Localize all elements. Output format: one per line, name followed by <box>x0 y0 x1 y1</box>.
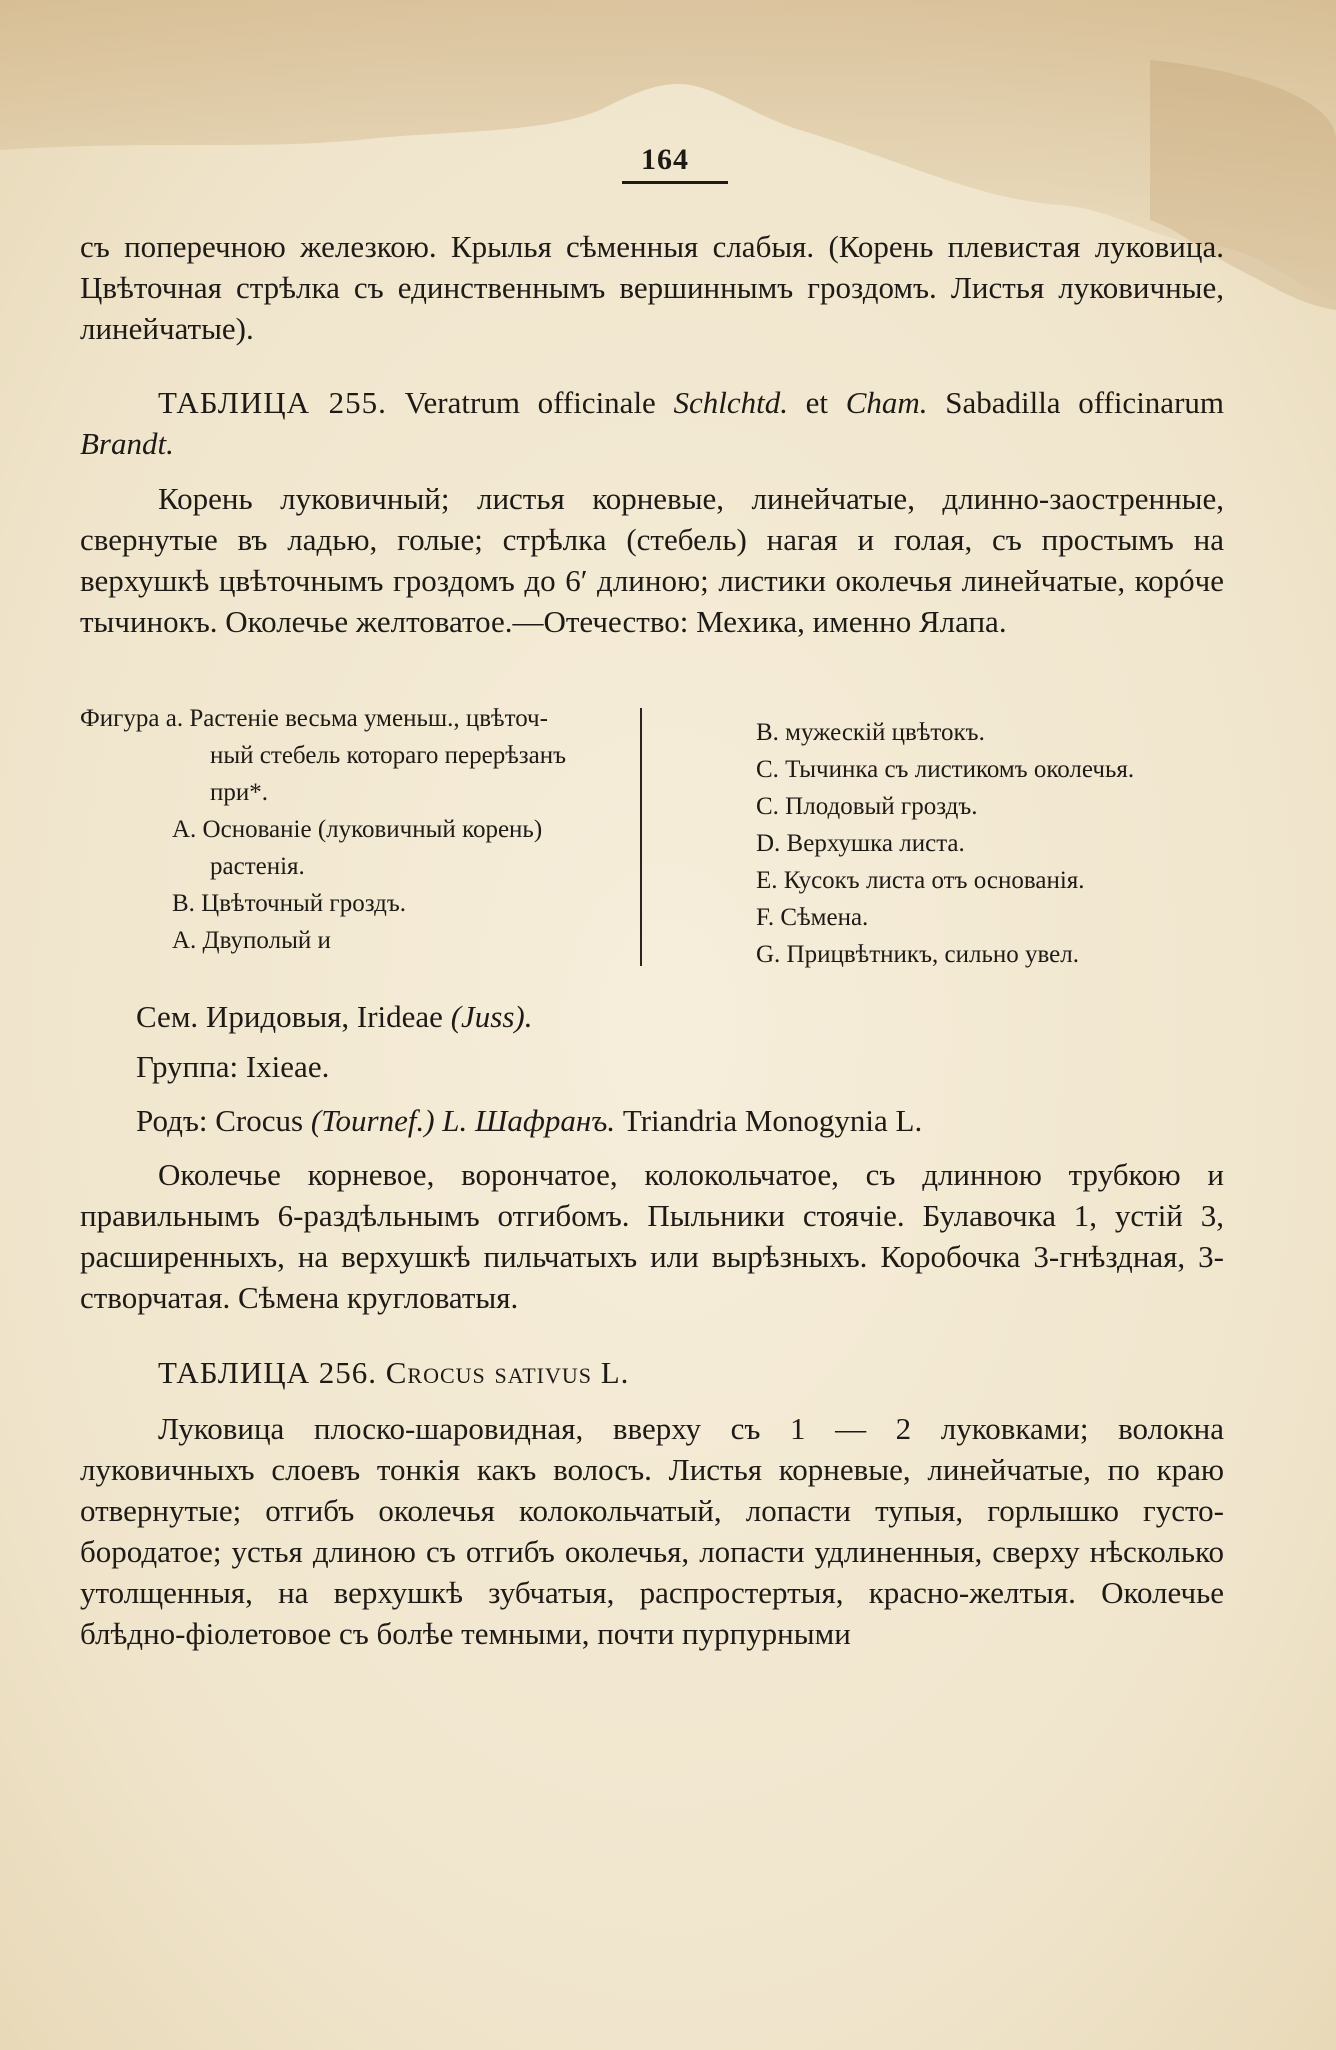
genus-author: (Tournef.) L. Шафранъ. <box>310 1103 616 1138</box>
figure-item: при*. <box>210 779 269 806</box>
table-label: ТАБЛИЦА 255. <box>158 385 387 420</box>
figure-list-left <box>80 700 640 959</box>
group-heading: Группа: Ixieae. <box>136 1049 330 1084</box>
figure-item: A. Двуполый и <box>172 927 331 954</box>
species-author: Cham. <box>845 385 928 420</box>
family-name: Сем. Иридовыя, Irideae <box>136 999 443 1034</box>
table-256-heading: ТАБЛИЦА 256. Crocus sativus L. <box>158 1355 630 1390</box>
figure-item: E. Кусокъ листа отъ основанія. <box>756 867 1085 894</box>
figure-item: Фигура a. Растеніе весьма уменьш., цвѣточ- <box>80 705 548 732</box>
figure-item: G. Прицвѣтникъ, сильно увел. <box>756 941 1079 968</box>
genus-class: Triandria Monogynia L. <box>622 1103 923 1138</box>
figure-item: B. мужескій цвѣтокъ. <box>756 719 985 746</box>
species-synonym: Sabadilla officinarum <box>945 385 1224 420</box>
figure-item: F. Сѣмена. <box>756 904 869 931</box>
family-author: (Juss). <box>450 999 533 1034</box>
paragraph-genus-description: Околечье корневое, ворончатое, колокольчатое, съ длинною трубкою и правильнымъ 6-раздѣльнымъ отгибомъ. Пыльники стоячіе. Булавочка 1, устій 3, расширенныхъ, на верхушкѣ пильчатыхъ или вырѣзныхъ. Коробочка 3-гнѣздная, 3-створчатая. Сѣмена кругловатыя. <box>80 1157 1224 1315</box>
figure-list-right <box>756 714 1226 973</box>
page-number-rule <box>622 181 728 184</box>
paragraph-description-256: Луковица плоско-шаровидная, вверху съ 1 — 2 луковками; волокна луковичныхъ слоевъ тонкія какъ волосъ. Листья корневые, линейчатые, по краю отвернутые; отгибъ околечья колокольчатый, лопасти тупыя, горлышко густо-бородатое; устья длиною съ отгибъ околечья, лопасти удлиненныя, сверху нѣсколько утолщенныя, на верхушкѣ зубчатыя, распростертыя, красно-желтыя. Околечье блѣдно-фіолетовое съ болѣе темными, почти пурпурными <box>80 1411 1224 1651</box>
figure-item: D. Верхушка листа. <box>756 830 965 857</box>
paragraph-continuation: съ поперечною железкою. Крылья сѣменныя слабыя. (Корень плевистая луковица. Цвѣточная стрѣлка съ единственнымъ вершиннымъ гроздомъ. Листья луковичные, линейчатые). <box>80 229 1224 346</box>
table-255-heading <box>80 382 1224 464</box>
page-number: 164 <box>641 143 689 176</box>
column-divider <box>640 708 642 966</box>
figure-item: C. Плодовый гроздъ. <box>756 793 978 820</box>
figure-item: растенія. <box>210 853 305 880</box>
paragraph-description-255: Корень луковичный; листья корневые, линейчатые, длинно-заостренные, свернутые въ ладью, голые; стрѣлка (стебель) нагая и голая, съ простымъ на верхушкѣ цвѣточнымъ гроздомъ до 6′ длиною; листики околечья линейчатые, корóче тычинокъ. Околечье желтоватое.—Отечество: Мехика, именно Ялапа. <box>80 481 1224 639</box>
species-et: et <box>805 385 829 420</box>
figure-item: B. Цвѣточный гроздъ. <box>172 890 407 917</box>
figure-item: C. Тычинка съ листикомъ околечья. <box>756 756 1135 783</box>
family-heading <box>136 996 1216 1037</box>
species-author: Brandt. <box>80 426 174 461</box>
species-author: Schlchtd. <box>673 385 788 420</box>
species-name: Veratrum officinale <box>404 385 656 420</box>
genus-name: Родъ: Crocus <box>136 1103 304 1138</box>
genus-heading <box>136 1100 1226 1141</box>
figure-item: A. Основаніе (луковичный корень) <box>172 816 543 843</box>
figure-item: ный стебель котораго перерѣзанъ <box>210 742 567 769</box>
